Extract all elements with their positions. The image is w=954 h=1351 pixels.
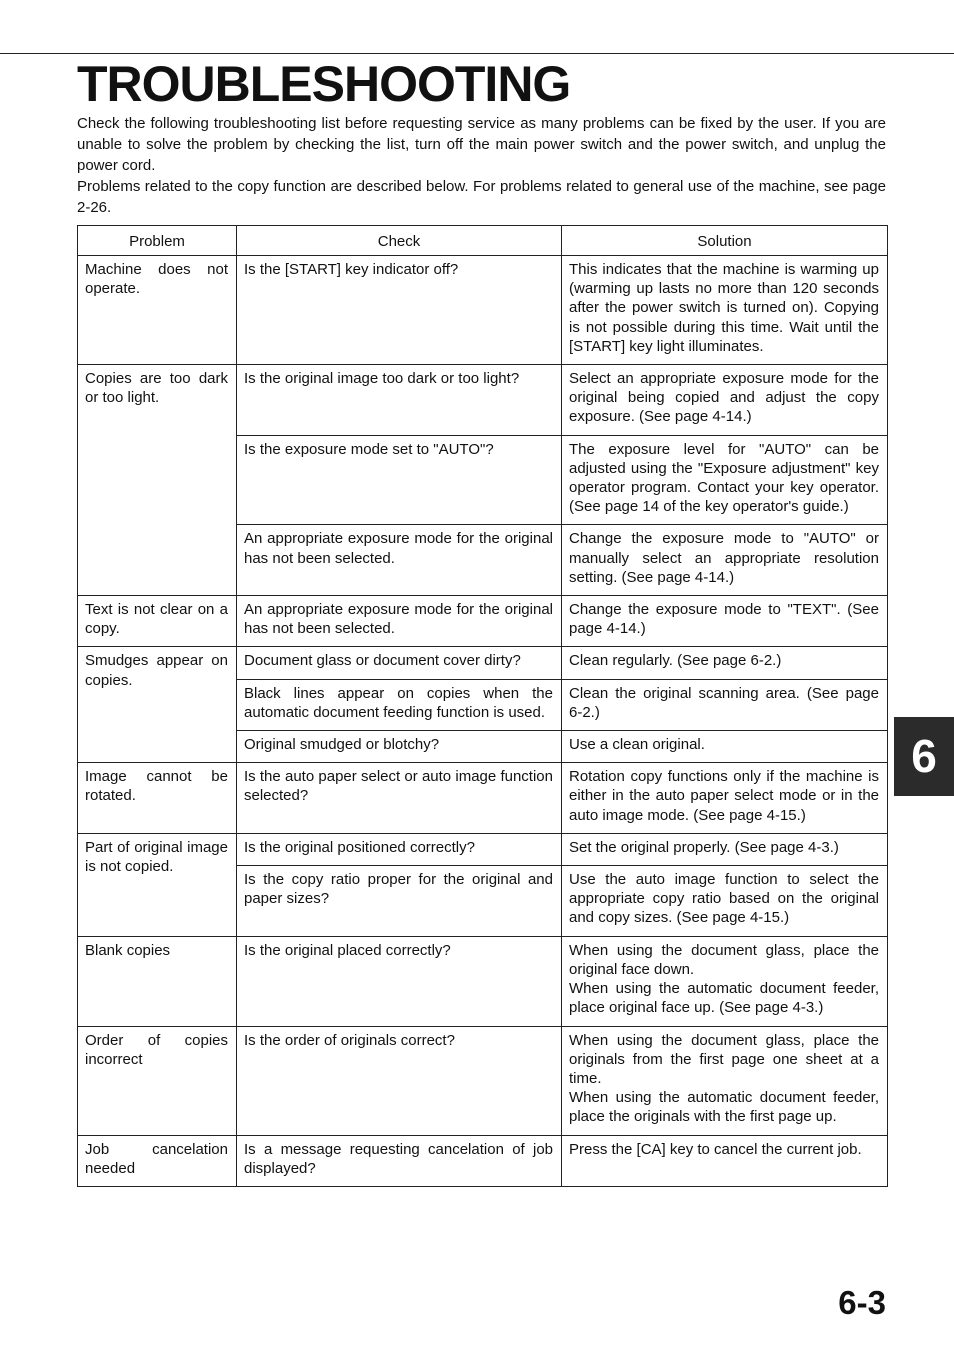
- check-cell: An appropriate exposure mode for the original has not been selected.: [237, 525, 562, 596]
- table-row: [78, 1026, 888, 1135]
- solution-cell: Change the exposure mode to "TEXT". (See page 4-14.): [562, 596, 888, 647]
- page-number: 6-3: [838, 1284, 886, 1321]
- table-row: [78, 256, 888, 365]
- solution-cell: Press the [CA] key to cancel the current job.: [562, 1135, 888, 1186]
- check-cell: Is the original image too dark or too light?: [237, 365, 562, 436]
- header-solution: Solution: [562, 226, 888, 256]
- solution-cell: The exposure level for "AUTO" can be adjusted using the "Exposure adjustment" key operator program. Contact your key operator. (See page 14 of the key operator's guide.): [562, 435, 888, 525]
- table-row: [78, 763, 888, 834]
- header-problem: Problem: [78, 226, 237, 256]
- check-cell: Is the original positioned correctly?: [237, 833, 562, 865]
- problem-cell: Job cancelation needed: [78, 1135, 237, 1186]
- table-row: [78, 365, 888, 436]
- solution-cell: Use a clean original.: [562, 731, 888, 763]
- check-cell: Is the exposure mode set to "AUTO"?: [237, 435, 562, 525]
- solution-cell: Clean the original scanning area. (See page 6-2.): [562, 679, 888, 730]
- problem-cell: Order of copies incorrect: [78, 1026, 237, 1135]
- solution-line: When using the automatic document feeder, place the originals with the first page up.: [569, 1089, 879, 1126]
- solution-cell: Select an appropriate exposure mode for the original being copied and adjust the copy exposure. (See page 4-14.): [562, 365, 888, 436]
- check-cell: Is the original placed correctly?: [237, 936, 562, 1026]
- page-title: TROUBLESHOOTING: [77, 56, 571, 112]
- table-row: [78, 833, 888, 865]
- table-row: [78, 1135, 888, 1186]
- check-cell: Is the copy ratio proper for the original and paper sizes?: [237, 866, 562, 937]
- table-row: [78, 936, 888, 1026]
- check-cell: An appropriate exposure mode for the original has not been selected.: [237, 596, 562, 647]
- check-cell: Is the auto paper select or auto image function selected?: [237, 763, 562, 834]
- chapter-tab: 6: [894, 717, 954, 796]
- intro-text: [77, 113, 886, 218]
- problem-cell: Image cannot be rotated.: [78, 763, 237, 834]
- table-row: [78, 647, 888, 679]
- solution-cell: Clean regularly. (See page 6-2.): [562, 647, 888, 679]
- check-cell: Is a message requesting cancelation of job displayed?: [237, 1135, 562, 1186]
- problem-cell: Smudges appear on copies.: [78, 647, 237, 763]
- problem-cell: Blank copies: [78, 936, 237, 1026]
- check-cell: Document glass or document cover dirty?: [237, 647, 562, 679]
- header-check: Check: [237, 226, 562, 256]
- troubleshooting-table: [77, 225, 888, 1187]
- header-rule: [0, 53, 954, 54]
- solution-cell: This indicates that the machine is warming up (warming up lasts no more than 120 seconds after the power switch is turned on). Copying is not possible during this time. Wait until the [START] key light illuminates.: [562, 256, 888, 365]
- table-row: [78, 596, 888, 647]
- problem-cell: Part of original image is not copied.: [78, 833, 237, 936]
- intro-paragraph: Check the following troubleshooting list before requesting service as many problems can be fixed by the user. If you are unable to solve the problem by checking the list, turn off the main power switch and the power switch, and unplug the power cord.: [77, 115, 886, 174]
- solution-line: When using the automatic document feeder, place original face up. (See page 4-3.): [569, 980, 879, 1017]
- check-cell: Original smudged or blotchy?: [237, 731, 562, 763]
- table-header-row: [78, 226, 888, 256]
- solution-cell: Change the exposure mode to "AUTO" or manually select an appropriate resolution setting. (See page 4-14.): [562, 525, 888, 596]
- solution-line: When using the document glass, place the original face down.: [569, 941, 879, 978]
- check-cell: Is the [START] key indicator off?: [237, 256, 562, 365]
- solution-cell: [562, 1026, 888, 1135]
- problem-cell: Text is not clear on a copy.: [78, 596, 237, 647]
- solution-cell: Use the auto image function to select the appropriate copy ratio based on the original and copy sizes. (See page 4-15.): [562, 866, 888, 937]
- solution-cell: [562, 936, 888, 1026]
- problem-cell: Machine does not operate.: [78, 256, 237, 365]
- solution-cell: Set the original properly. (See page 4-3.): [562, 833, 888, 865]
- intro-paragraph: Problems related to the copy function are described below. For problems related to general use of the machine, see page 2-26.: [77, 178, 886, 216]
- check-cell: Is the order of originals correct?: [237, 1026, 562, 1135]
- solution-line: When using the document glass, place the originals from the first page one sheet at a time.: [569, 1031, 879, 1087]
- solution-cell: Rotation copy functions only if the machine is either in the auto paper select mode or in the auto image mode. (See page 4-15.): [562, 763, 888, 834]
- check-cell: Black lines appear on copies when the automatic document feeding function is used.: [237, 679, 562, 730]
- problem-cell: Copies are too dark or too light.: [78, 365, 237, 596]
